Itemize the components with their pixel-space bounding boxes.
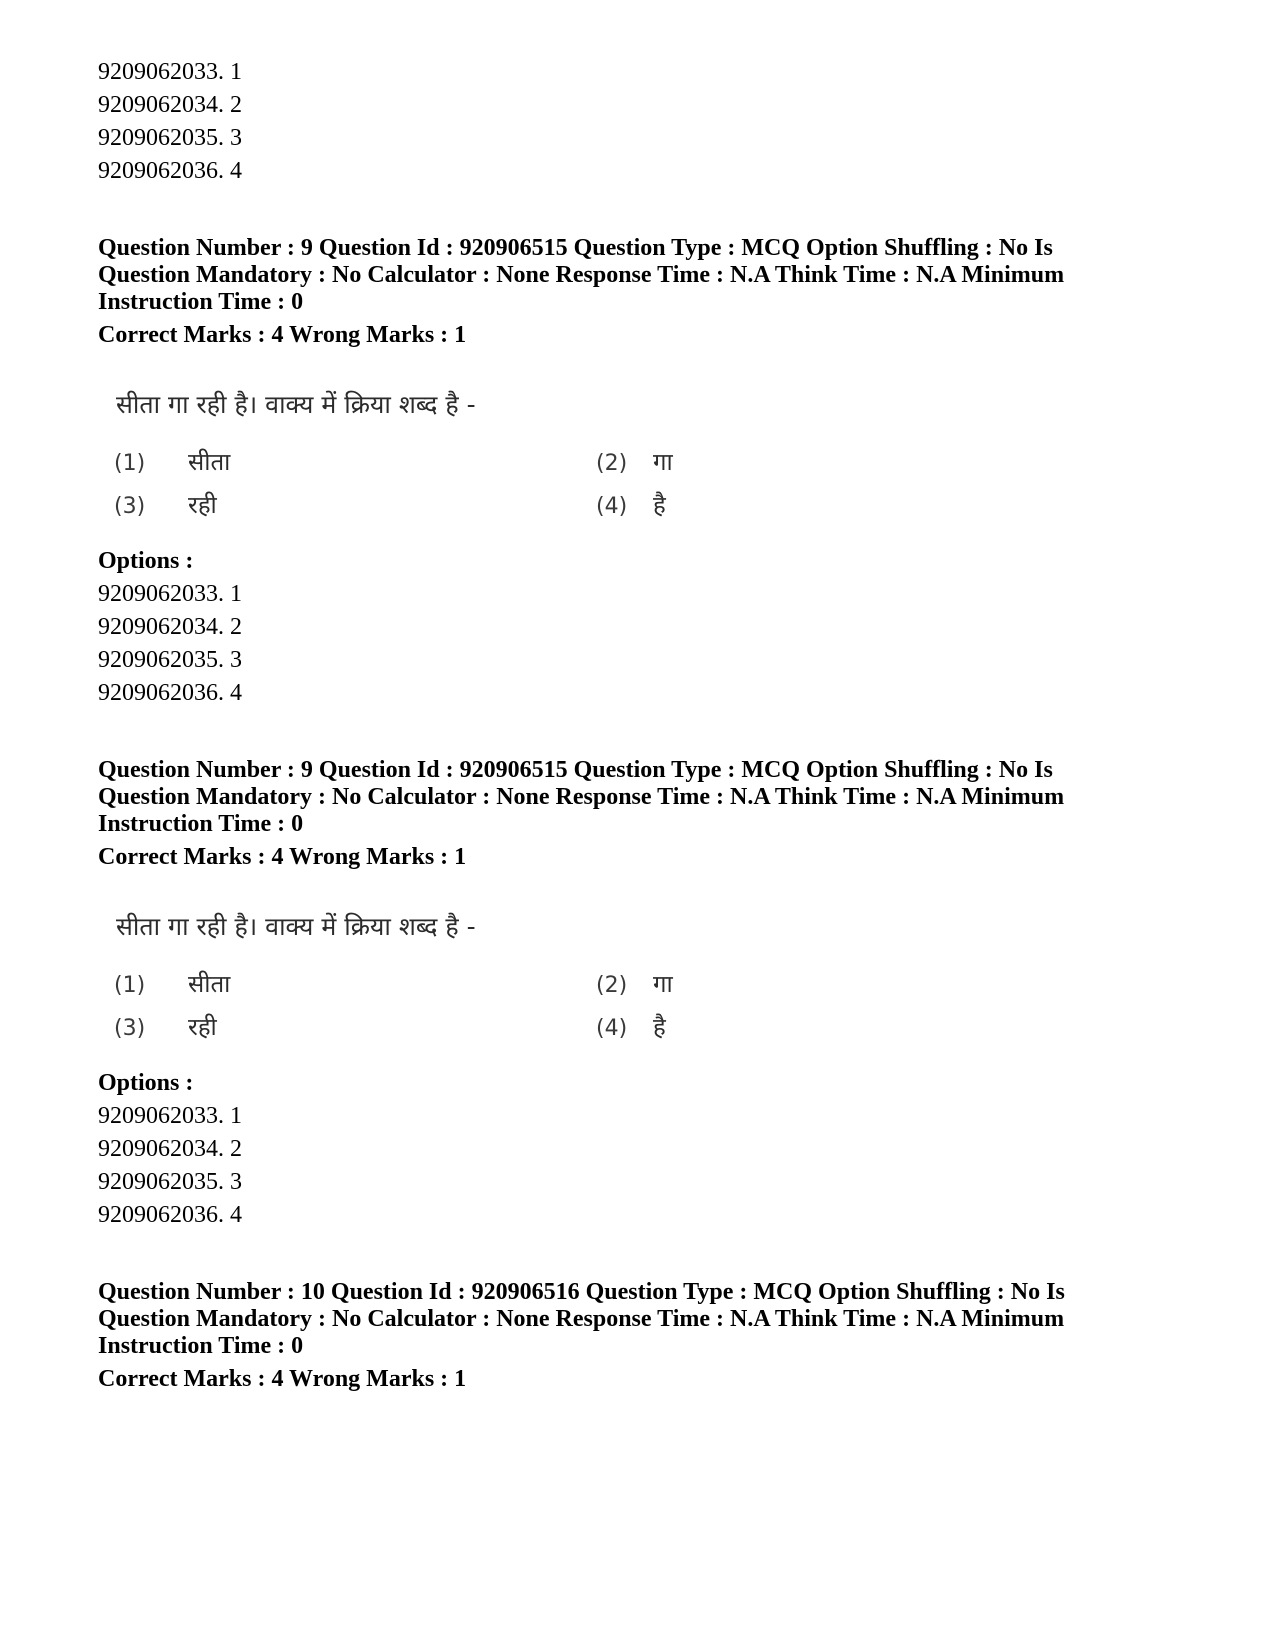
choice-number: (3) <box>114 1016 146 1041</box>
option-line: 9209062036. 4 <box>98 158 242 184</box>
question-meta-line: Question Mandatory : No Calculator : None Response Time : N.A Think Time : N.A Minimum <box>98 784 1065 810</box>
choice-number: (4) <box>596 494 628 519</box>
option-line: 9209062036. 4 <box>98 1202 242 1228</box>
option-line: 9209062035. 3 <box>98 647 242 673</box>
option-line: 9209062035. 3 <box>98 125 242 151</box>
question-meta-line: Question Mandatory : No Calculator : None Response Time : N.A Think Time : N.A Minimum <box>98 262 1065 288</box>
choice-text: गा <box>653 448 673 476</box>
marks-line: Correct Marks : 4 Wrong Marks : 1 <box>98 322 467 348</box>
choice-text: सीता <box>188 448 231 476</box>
choice-text: है <box>653 1013 666 1041</box>
choice-number: (1) <box>114 973 146 998</box>
choice-number: (2) <box>596 451 628 476</box>
choice-text: गा <box>653 970 673 998</box>
marks-line: Correct Marks : 4 Wrong Marks : 1 <box>98 844 467 870</box>
choice-text: रही <box>188 1013 217 1041</box>
option-line: 9209062033. 1 <box>98 1103 242 1129</box>
marks-line: Correct Marks : 4 Wrong Marks : 1 <box>98 1366 467 1392</box>
question-meta-line: Question Number : 10 Question Id : 920906516 Question Type : MCQ Option Shuffling : No Is <box>98 1279 1065 1305</box>
question-meta-line: Question Mandatory : No Calculator : None Response Time : N.A Think Time : N.A Minimum <box>98 1306 1065 1332</box>
choice-text: रही <box>188 491 217 519</box>
question-image <box>108 388 708 528</box>
question-stem: सीता गा रही है। वाक्य में क्रिया शब्द है - <box>116 912 476 941</box>
choice-number: (2) <box>596 973 628 998</box>
options-label: Options : <box>98 548 194 574</box>
question-image <box>108 910 708 1050</box>
option-line: 9209062034. 2 <box>98 92 242 118</box>
choice-number: (1) <box>114 451 146 476</box>
question-meta-line: Instruction Time : 0 <box>98 1333 304 1359</box>
option-line: 9209062033. 1 <box>98 581 242 607</box>
question-meta-line: Question Number : 9 Question Id : 920906515 Question Type : MCQ Option Shuffling : No Is <box>98 235 1053 261</box>
option-line: 9209062033. 1 <box>98 59 242 85</box>
question-meta-line: Instruction Time : 0 <box>98 811 304 837</box>
question-meta-line: Instruction Time : 0 <box>98 289 304 315</box>
choice-text: सीता <box>188 970 231 998</box>
question-meta-line: Question Number : 9 Question Id : 920906515 Question Type : MCQ Option Shuffling : No Is <box>98 757 1053 783</box>
choice-number: (4) <box>596 1016 628 1041</box>
question-stem: सीता गा रही है। वाक्य में क्रिया शब्द है - <box>116 390 476 419</box>
choice-text: है <box>653 491 666 519</box>
options-label: Options : <box>98 1070 194 1096</box>
option-line: 9209062034. 2 <box>98 1136 242 1162</box>
option-line: 9209062034. 2 <box>98 614 242 640</box>
choice-number: (3) <box>114 494 146 519</box>
option-line: 9209062036. 4 <box>98 680 242 706</box>
option-line: 9209062035. 3 <box>98 1169 242 1195</box>
